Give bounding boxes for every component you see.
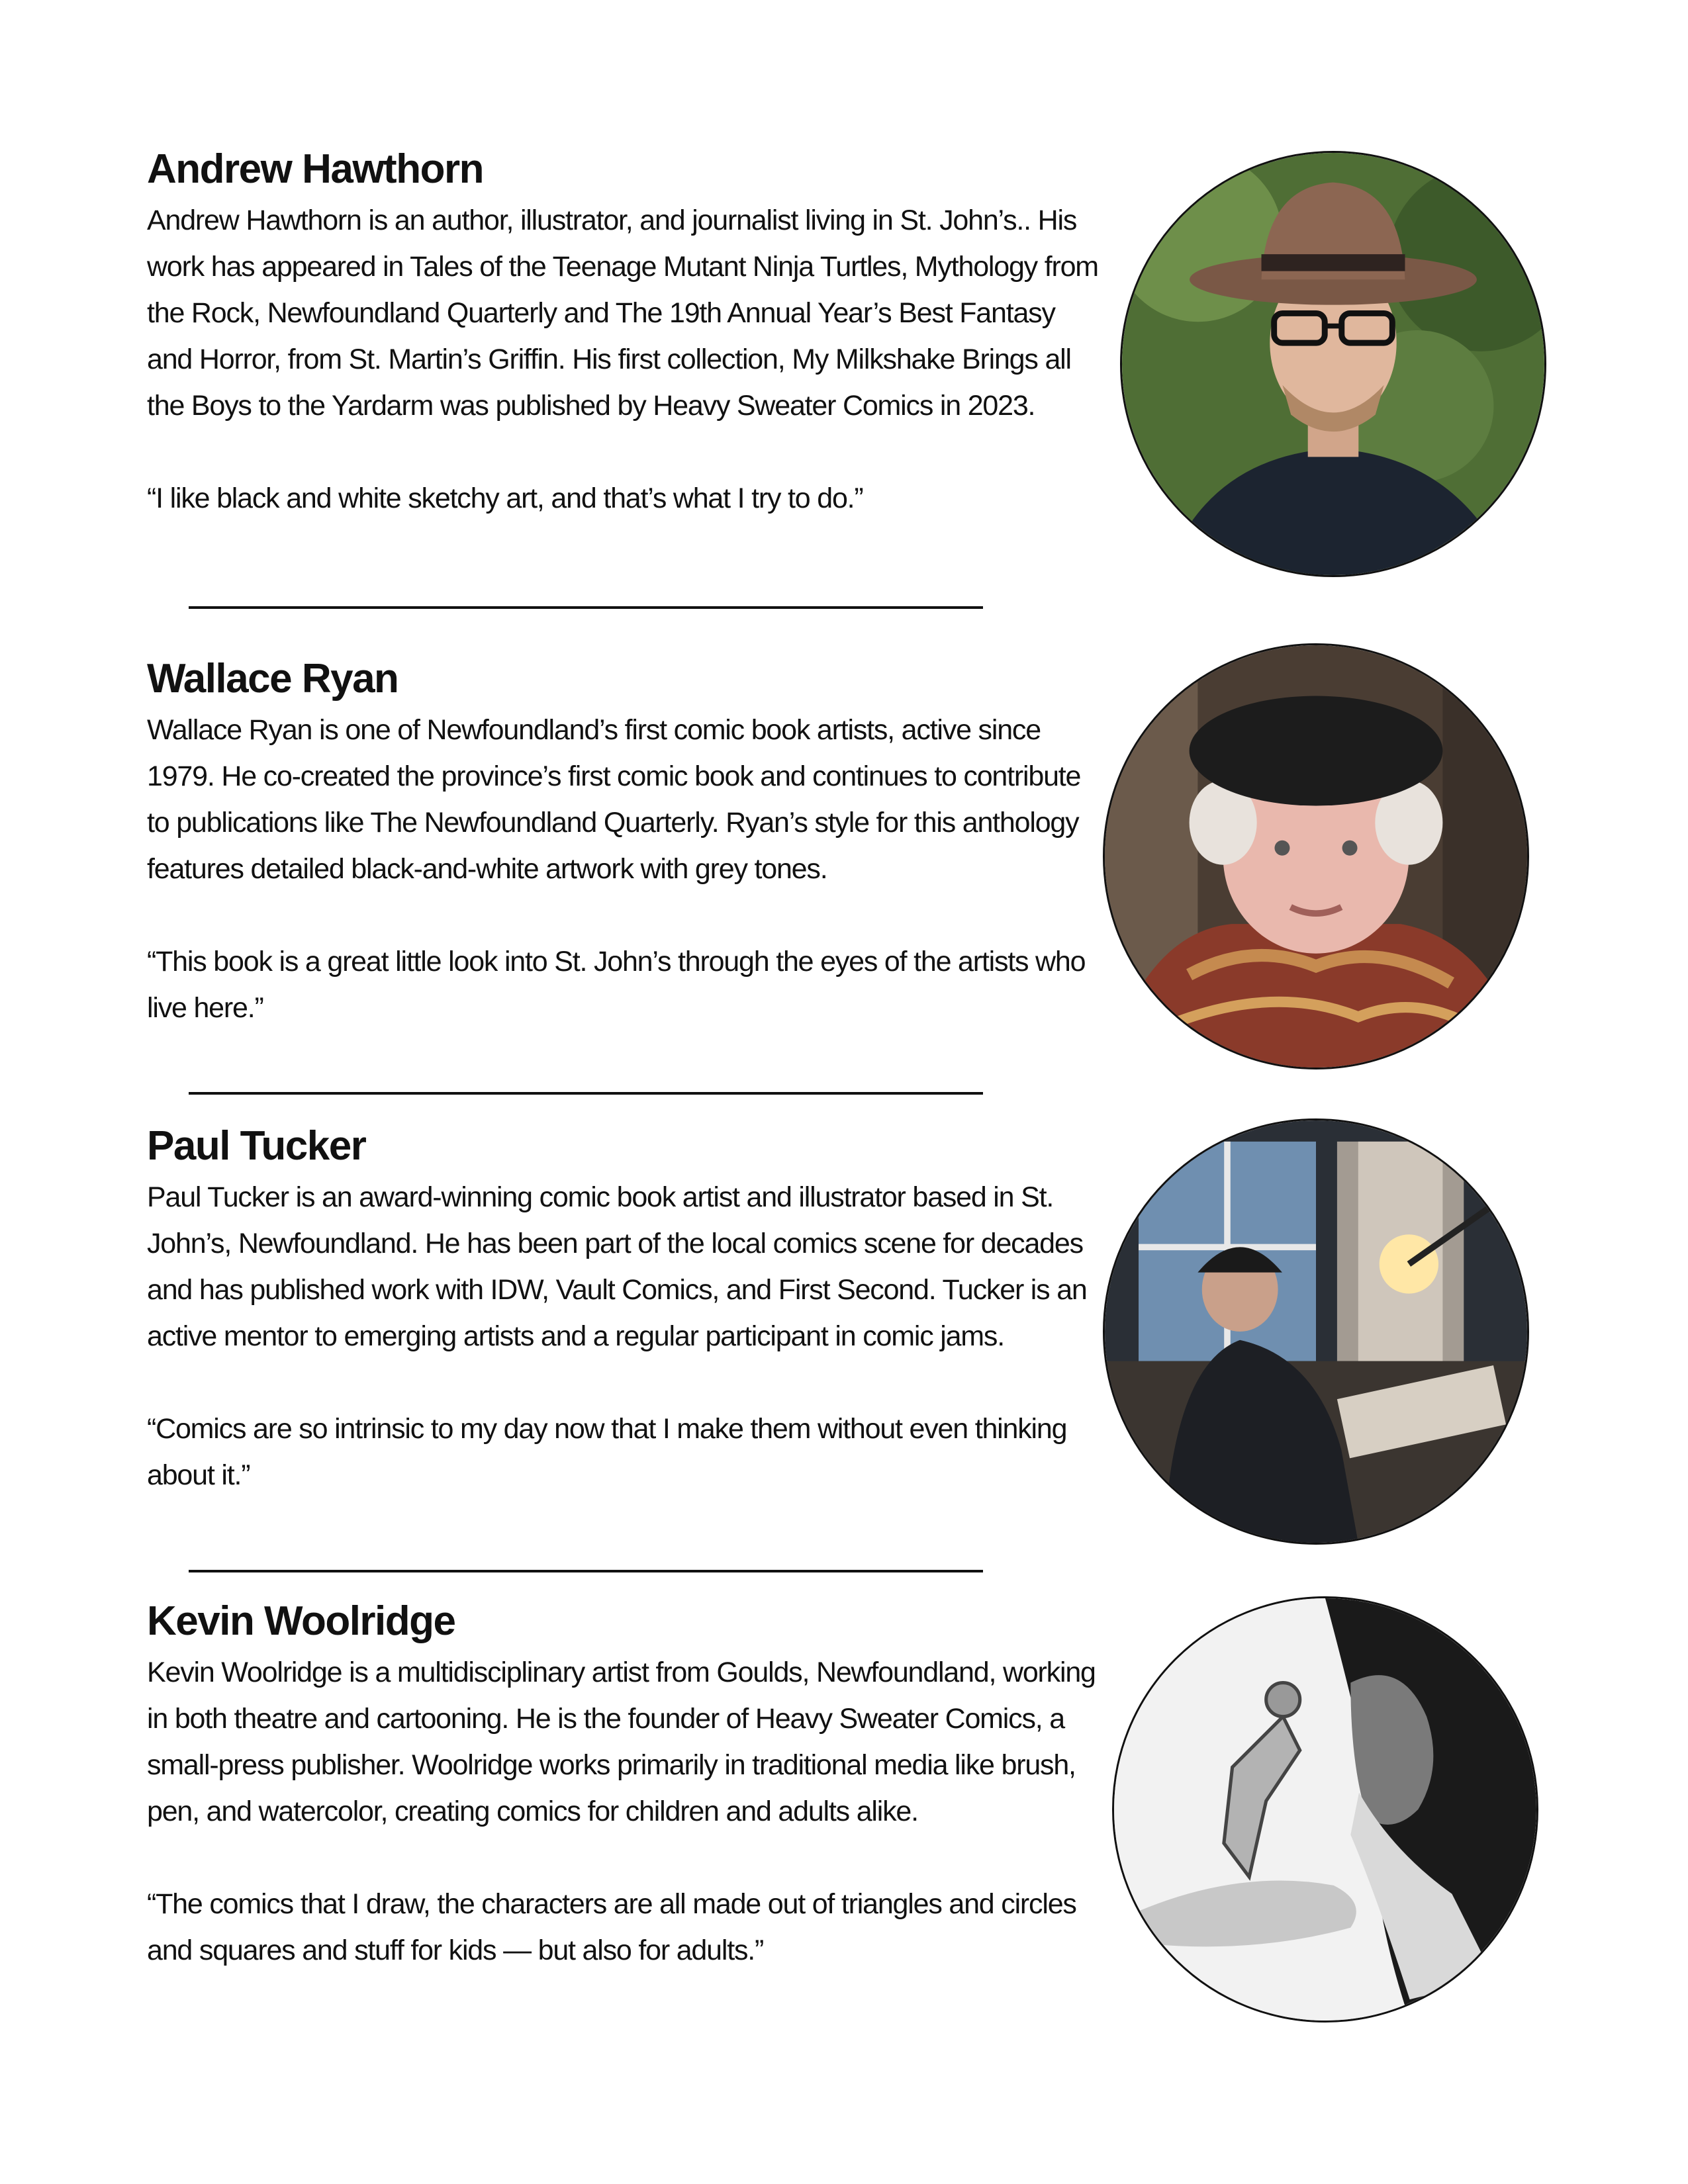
bio-name: Paul Tucker [147, 1123, 366, 1169]
bio-name: Wallace Ryan [147, 656, 399, 702]
bio-kevin-woolridge [147, 1596, 1100, 1974]
bio-text: Kevin Woolridge is a multidisciplinary artist from Goulds, Newfoundland, working in both theatre and cartooning. He is the founder of Heavy Sweater Comics, a small-press publisher. Woolridge works primarily in traditional media like brush, pen, and watercolor, creating comics for children and adults alike. [147, 1657, 1096, 1827]
portrait-paul-tucker [1103, 1118, 1529, 1545]
bio-text: Andrew Hawthorn is an author, illustrator, and journalist living in St. John’s.. His work has appeared in Tales of the Teenage Mutant Ninja Turtles, Mythology from the Rock, Newfoundland Quarterly and The 19th Annual Year’s Best Fantasy and Horror, from St. Martin’s Griffin. His first collection, My Milkshake Brings all the Boys to the Yardarm was published by Heavy Sweater Comics in 2023. [147, 205, 1098, 422]
bio-name: Andrew Hawthorn [147, 146, 483, 192]
divider [189, 1570, 983, 1572]
bio-text: Paul Tucker is an award-winning comic book artist and illustrator based in St. John’s, Newfoundland. He has been part of the local comics scene for decades and has published work with IDW, Vault Comics, and First Second. Tucker is an active mentor to emerging artists and a regular participant in comic jams. [147, 1181, 1087, 1352]
portrait-andrew-hawthorn [1120, 151, 1546, 577]
bio-quote: “This book is a great little look into St. John’s through the eyes of the artists who live here.” [147, 946, 1086, 1024]
bio-paul-tucker [147, 1121, 1100, 1498]
bio-wallace-ryan [147, 654, 1100, 1031]
bio-quote: “The comics that I draw, the characters are all made out of triangles and circles and squares and stuff for kids — but also for adults.” [147, 1888, 1076, 1966]
portrait-kevin-woolridge [1112, 1596, 1538, 2023]
bio-andrew-hawthorn [147, 144, 1100, 522]
portrait-wallace-ryan [1103, 643, 1529, 1069]
bio-quote: “I like black and white sketchy art, and that’s what I try to do.” [147, 482, 863, 514]
divider [189, 606, 983, 609]
bio-name: Kevin Woolridge [147, 1598, 455, 1644]
bio-text: Wallace Ryan is one of Newfoundland’s first comic book artists, active since 1979. He co-created the province’s first comic book and continues to contribute to publications like The Newfoundland Quarterly. Ryan’s style for this anthology features detailed black-and-white artwork with grey tones. [147, 714, 1081, 885]
bio-quote: “Comics are so intrinsic to my day now that I make them without even thinking about it.” [147, 1413, 1067, 1491]
divider [189, 1092, 983, 1095]
